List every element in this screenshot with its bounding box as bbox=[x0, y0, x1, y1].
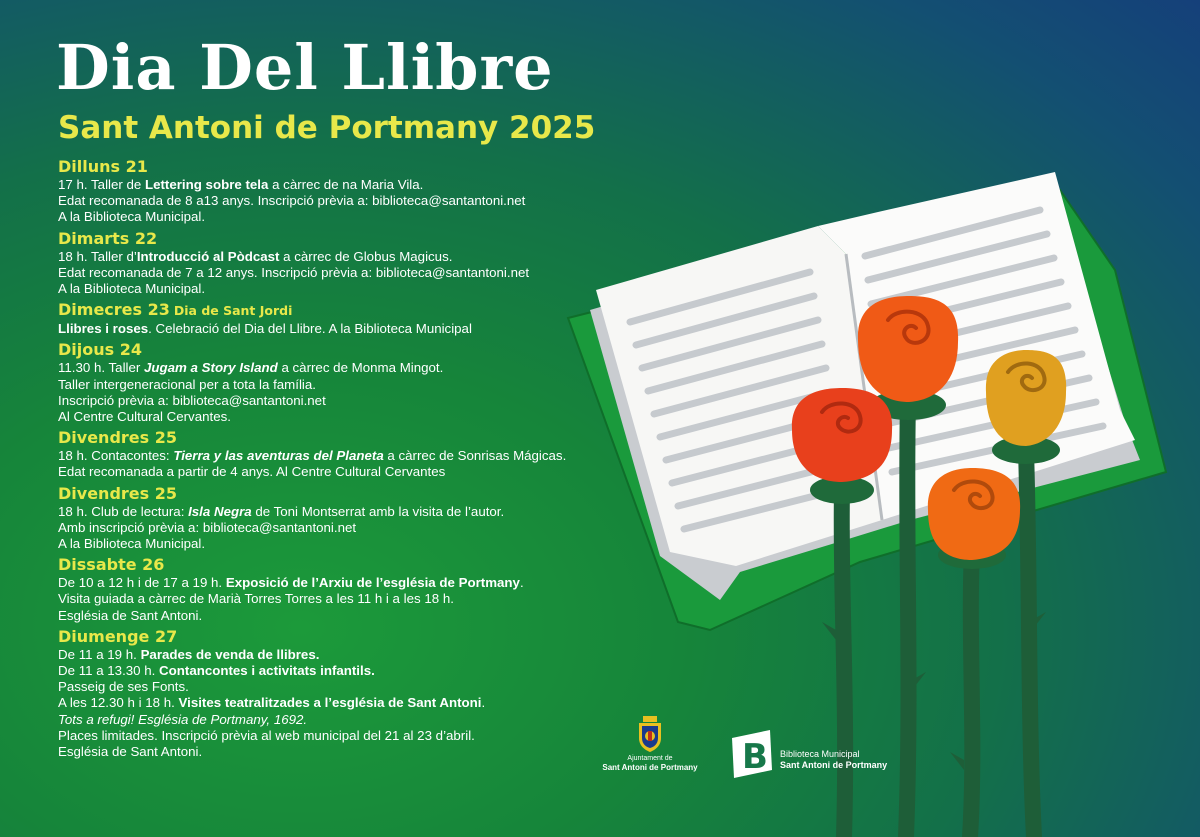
event-text: De 10 a 12 h i de 17 a 19 h. bbox=[58, 575, 226, 591]
event-text: Amb inscripció prèvia a: biblioteca@santantoni.net bbox=[58, 519, 357, 535]
day-heading-text: Divendres 25 bbox=[58, 428, 177, 448]
event-text: a càrrec de Sonrisas Mágicas. bbox=[383, 448, 567, 464]
event-highlight: Tierra y las aventuras del Planeta bbox=[173, 448, 384, 464]
event-text: Església de Sant Antoni. bbox=[58, 744, 203, 760]
event-highlight: Lettering sobre tela bbox=[144, 177, 269, 192]
event-text: Edat recomanada de 8 a13 anys. Inscripció prèvia a: biblioteca@santantoni.net bbox=[58, 193, 526, 209]
event-text: Inscripció prèvia a: biblioteca@santantoni.net bbox=[58, 392, 326, 408]
event-text: Al Centre Cultural Cervantes. bbox=[58, 409, 231, 425]
event-text: . bbox=[519, 575, 524, 591]
event-text: Passeig de ses Fonts. bbox=[58, 679, 189, 695]
ajuntament-line2: Sant Antoni de Portmany bbox=[602, 763, 698, 772]
coat-of-arms-icon bbox=[637, 716, 663, 752]
event-text: Places limitades. Inscripció prèvia al web municipal del 21 al 23 d’abril. bbox=[58, 727, 475, 743]
event-text: a càrrec de Monma Mingot. bbox=[277, 360, 444, 376]
event-text: Taller intergeneracional per a tota la família. bbox=[58, 376, 316, 392]
event-text: 17 h. Taller de bbox=[58, 177, 145, 192]
event-highlight: Isla Negra bbox=[188, 503, 252, 519]
event-text: Església de Sant Antoni. bbox=[58, 607, 203, 623]
biblioteca-line2: Sant Antoni de Portmany bbox=[780, 760, 888, 770]
day-heading-text: Diumenge 27 bbox=[58, 626, 178, 646]
event-text: 18 h. Taller d’ bbox=[58, 248, 137, 264]
event-text: Edat recomanada a partir de 4 anys. Al Centre Cultural Cervantes bbox=[58, 464, 446, 480]
event-text: a càrrec de na Maria Vila. bbox=[268, 177, 424, 192]
event-text: A la Biblioteca Municipal. bbox=[58, 536, 206, 552]
event-text: A la Biblioteca Municipal. bbox=[58, 281, 206, 297]
day-heading-text: Dimarts 22 bbox=[58, 228, 158, 248]
day-heading-text: Divendres 25 bbox=[58, 483, 177, 503]
svg-text:B: B bbox=[742, 737, 768, 777]
event-text: 11.30 h. Taller bbox=[58, 360, 144, 376]
event-text: De 11 a 19 h. bbox=[58, 646, 141, 662]
event-text: Edat recomanada de 7 a 12 anys. Inscripció prèvia a: biblioteca@santantoni.net bbox=[58, 264, 530, 280]
poster-subtitle: Sant Antoni de Portmany 2025 bbox=[58, 110, 596, 146]
event-text: 18 h. Contacontes: bbox=[58, 448, 174, 464]
day-heading-text: Dimecres 23 bbox=[58, 300, 170, 320]
ajuntament-line1: Ajuntament de bbox=[627, 755, 673, 762]
day-heading-text: Dissabte 26 bbox=[58, 555, 165, 575]
poster-title: Dia Del Llibre bbox=[56, 31, 554, 104]
event-text: De 11 a 13.30 h. bbox=[58, 663, 160, 679]
event-highlight: Introducció al Pòdcast bbox=[136, 248, 280, 264]
library-b-icon bbox=[730, 730, 774, 778]
event-text: . Celebració del Dia del Llibre. A la Biblioteca Municipal bbox=[148, 321, 472, 337]
event-text: 18 h. Club de lectura: bbox=[58, 503, 189, 519]
day-heading-text: Dilluns 21 bbox=[58, 157, 148, 176]
day-heading-text: Dijous 24 bbox=[58, 340, 142, 360]
event-highlight: Jugam a Story Island bbox=[144, 360, 278, 376]
biblioteca-logo bbox=[730, 730, 888, 778]
event-text: A la Biblioteca Municipal. bbox=[58, 209, 206, 225]
event-highlight: Tots a refugi! Església de Portmany, 1692. bbox=[58, 711, 308, 727]
event-text: a càrrec de Globus Magicus. bbox=[279, 248, 453, 264]
day-note: Dia de Sant Jordi bbox=[173, 303, 293, 319]
event-text: Visita guiada a càrrec de Marià Torres Torres a les 11 h i a les 18 h. bbox=[58, 591, 454, 607]
event-highlight: Contancontes i activitats infantils. bbox=[159, 663, 375, 679]
ajuntament-logo bbox=[596, 716, 704, 773]
event-highlight: Visites teatralitzades a l’església de Sant Antoni bbox=[178, 695, 482, 711]
event-highlight: Llibres i roses bbox=[58, 321, 149, 337]
event-text: . bbox=[481, 695, 486, 711]
event-text: de Toni Montserrat amb la visita de l’autor. bbox=[251, 503, 505, 519]
event-highlight: Exposició de l’Arxiu de l’església de Portmany bbox=[225, 575, 520, 591]
biblioteca-line1: Biblioteca Municipal bbox=[780, 749, 860, 759]
event-text: A les 12.30 h i 18 h. bbox=[58, 695, 179, 711]
event-highlight: Parades de venda de llibres. bbox=[140, 646, 320, 662]
